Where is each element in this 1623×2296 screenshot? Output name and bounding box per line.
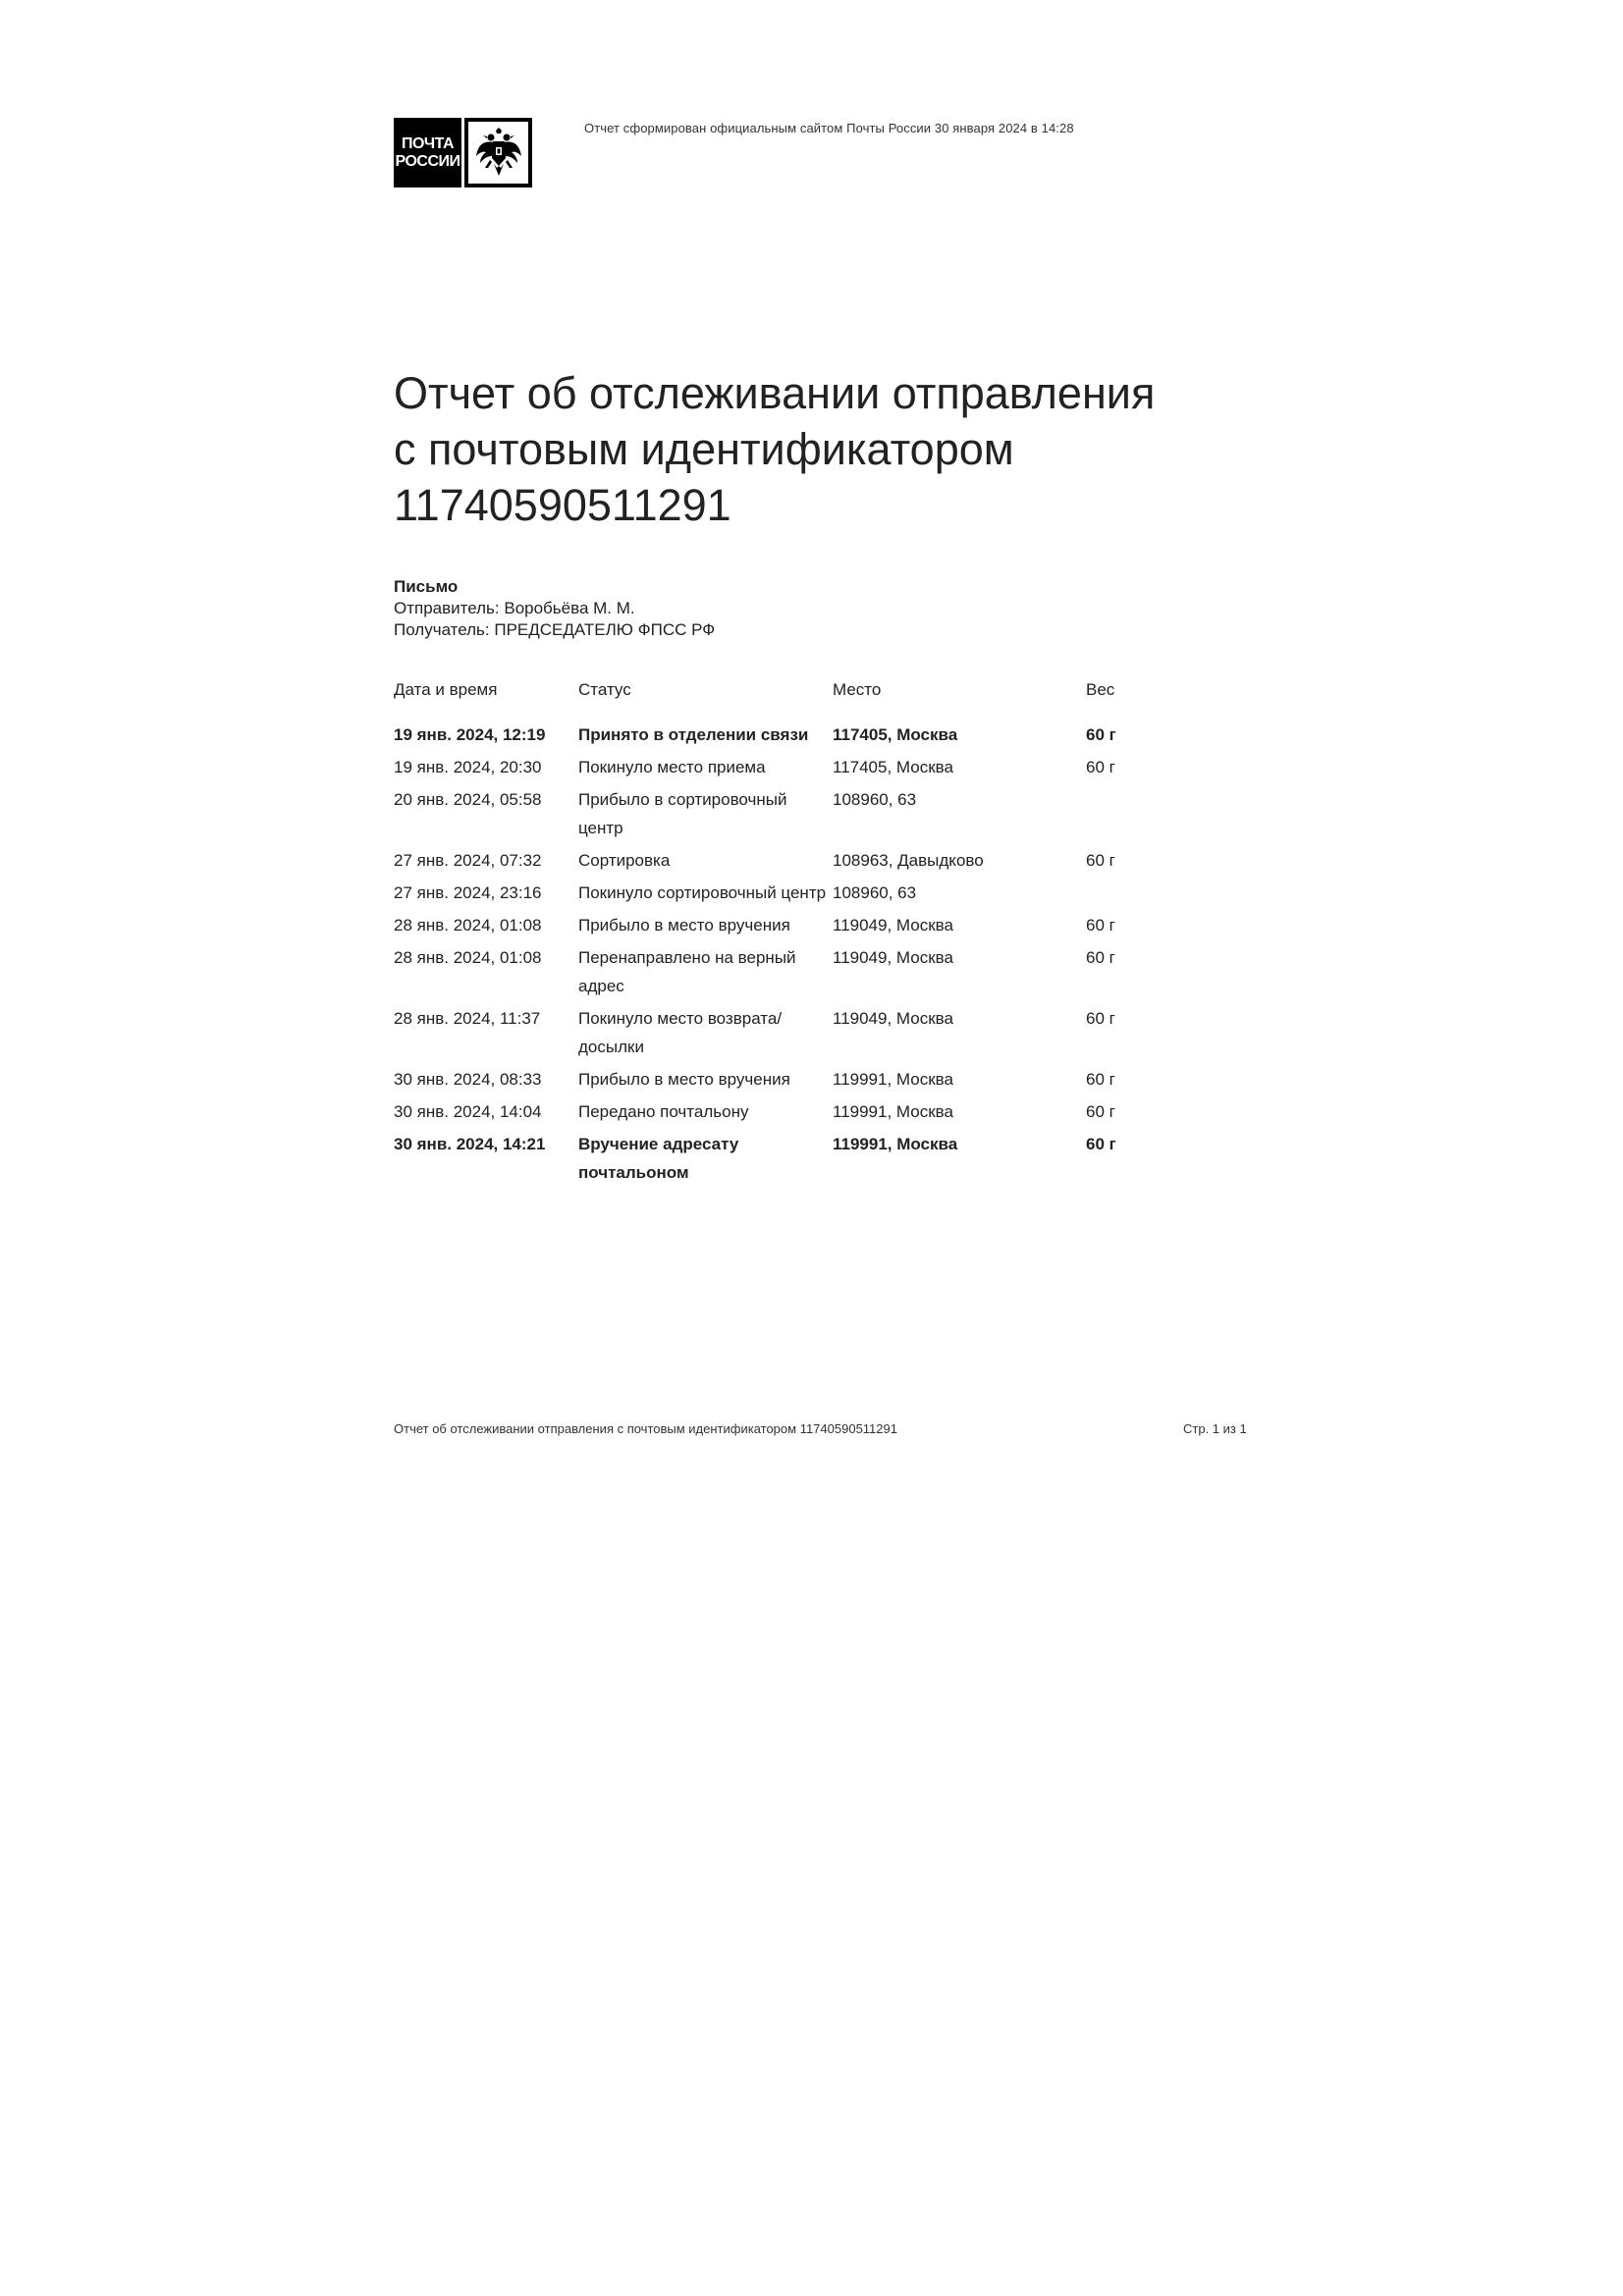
cell-weight: 60 г bbox=[1086, 1102, 1115, 1121]
cell-date: 30 янв. 2024, 08:33 bbox=[394, 1070, 542, 1089]
cell-place: 119049, Москва bbox=[833, 948, 953, 967]
column-header-weight: Вес bbox=[1086, 680, 1115, 699]
cell-weight bbox=[1086, 879, 1164, 911]
cell-place: 108963, Давыдково bbox=[833, 851, 984, 870]
cell-date: 27 янв. 2024, 07:32 bbox=[394, 851, 542, 870]
cell-place: 108960, 63 bbox=[833, 790, 917, 809]
tracking-number: 11740590511291 bbox=[394, 480, 731, 530]
cell-status: Вручение адресату почтальоном bbox=[578, 1135, 739, 1182]
cell-weight: 60 г bbox=[1086, 725, 1116, 744]
cell-status: Принято в отделении связи bbox=[578, 725, 809, 744]
footer-page-number: Стр. 1 из 1 bbox=[1183, 1421, 1247, 1436]
tracking-events-body bbox=[394, 721, 1164, 1191]
cell-status: Покинуло место приема bbox=[578, 758, 766, 776]
cell-date: 28 янв. 2024, 11:37 bbox=[394, 1009, 541, 1028]
cell-place: 119991, Москва bbox=[833, 1135, 958, 1153]
cell-place: 119991, Москва bbox=[833, 1070, 953, 1089]
cell-place: 119991, Москва bbox=[833, 1102, 953, 1121]
title-line-2: с почтовым идентификатором bbox=[394, 424, 1014, 474]
column-header-place: Место bbox=[833, 680, 882, 699]
table-row bbox=[394, 1065, 1164, 1097]
logo-line-1: ПОЧТА bbox=[401, 134, 454, 152]
russian-post-logo bbox=[394, 118, 534, 187]
table-row bbox=[394, 1004, 1164, 1065]
table-row bbox=[394, 943, 1164, 1004]
footer-document-title: Отчет об отслеживании отправления с почтовым идентификатором 11740590511291 bbox=[394, 1421, 897, 1436]
cell-weight: 60 г bbox=[1086, 948, 1115, 967]
cell-place: 119049, Москва bbox=[833, 916, 953, 934]
cell-place: 119049, Москва bbox=[833, 1009, 953, 1028]
sender: Отправитель: Воробьёва М. М. bbox=[394, 599, 635, 617]
shipment-kind: Письмо bbox=[394, 577, 459, 596]
table-header-row bbox=[394, 680, 1164, 721]
cell-date: 30 янв. 2024, 14:04 bbox=[394, 1102, 542, 1121]
page-title bbox=[394, 365, 1277, 533]
column-header-date: Дата и время bbox=[394, 680, 498, 699]
title-line-1: Отчет об отслеживании отправления bbox=[394, 368, 1156, 418]
cell-date: 19 янв. 2024, 12:19 bbox=[394, 725, 546, 744]
shipment-info bbox=[394, 576, 715, 641]
tracking-events-table bbox=[394, 680, 1164, 1191]
logo-line-2: РОССИИ bbox=[395, 152, 460, 170]
cell-status: Прибыло в сортировочный центр bbox=[578, 790, 787, 837]
eagle-emblem-icon bbox=[464, 118, 532, 187]
cell-status: Покинуло место возврата/ досылки bbox=[578, 1009, 783, 1056]
cell-status: Сортировка bbox=[578, 851, 671, 870]
cell-weight: 60 г bbox=[1086, 916, 1115, 934]
logo-wordmark bbox=[394, 118, 461, 187]
cell-weight: 60 г bbox=[1086, 1135, 1116, 1153]
table-row bbox=[394, 1130, 1164, 1191]
cell-date: 28 янв. 2024, 01:08 bbox=[394, 916, 542, 934]
cell-status: Покинуло сортировочный центр bbox=[578, 883, 827, 902]
cell-status: Передано почтальону bbox=[578, 1102, 749, 1121]
cell-date: 27 янв. 2024, 23:16 bbox=[394, 883, 542, 902]
cell-date: 19 янв. 2024, 20:30 bbox=[394, 758, 542, 776]
table-row bbox=[394, 1097, 1164, 1130]
cell-status: Прибыло в место вручения bbox=[578, 1070, 790, 1089]
table-row bbox=[394, 846, 1164, 879]
table-row bbox=[394, 911, 1164, 943]
cell-place: 108960, 63 bbox=[833, 883, 917, 902]
table-row bbox=[394, 753, 1164, 785]
cell-status: Прибыло в место вручения bbox=[578, 916, 790, 934]
cell-weight: 60 г bbox=[1086, 851, 1115, 870]
recipient: Получатель: ПРЕДСЕДАТЕЛЮ ФПСС РФ bbox=[394, 620, 716, 639]
cell-status: Перенаправлено на верный адрес bbox=[578, 948, 796, 995]
cell-place: 117405, Москва bbox=[833, 725, 958, 744]
cell-weight: 60 г bbox=[1086, 1070, 1115, 1089]
column-header-status: Статус bbox=[578, 680, 631, 699]
cell-weight: 60 г bbox=[1086, 758, 1115, 776]
table-row bbox=[394, 721, 1164, 753]
table-row bbox=[394, 785, 1164, 846]
table-row bbox=[394, 879, 1164, 911]
cell-date: 28 янв. 2024, 01:08 bbox=[394, 948, 542, 967]
cell-weight bbox=[1086, 785, 1164, 846]
cell-date: 20 янв. 2024, 05:58 bbox=[394, 790, 542, 809]
report-generated-note: Отчет сформирован официальным сайтом Почты России 30 января 2024 в 14:28 bbox=[584, 121, 1074, 135]
cell-date: 30 янв. 2024, 14:21 bbox=[394, 1135, 546, 1153]
cell-place: 117405, Москва bbox=[833, 758, 953, 776]
double-headed-eagle-icon bbox=[474, 127, 523, 180]
cell-weight: 60 г bbox=[1086, 1009, 1115, 1028]
